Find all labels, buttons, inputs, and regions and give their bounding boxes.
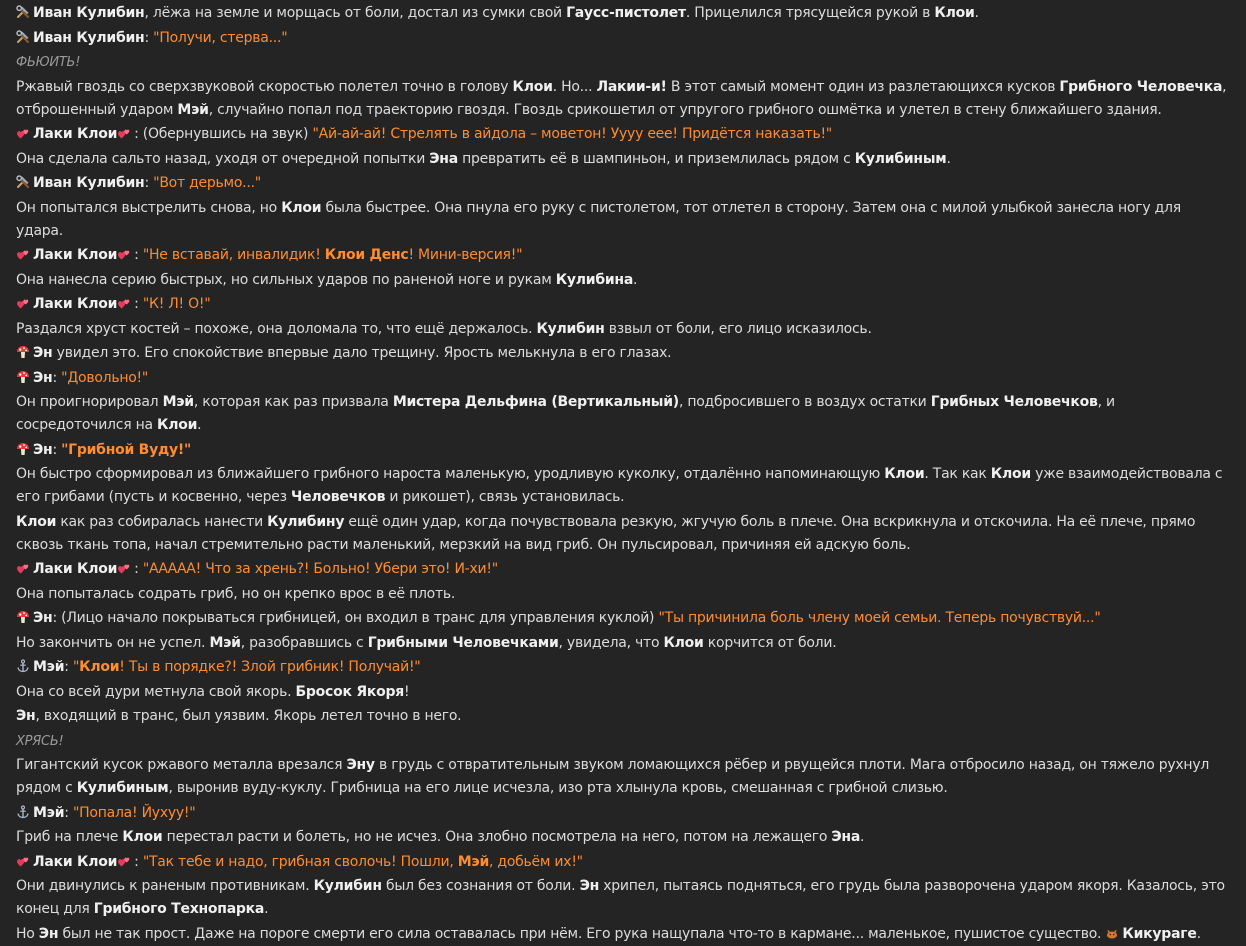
speech-text: "Вот дерьмо..." xyxy=(153,175,261,191)
speech-emphasis: "Грибной Вуду!" xyxy=(61,441,192,458)
bold-name: Лаки Клои xyxy=(33,561,118,577)
narration-text: Ржавый гвоздь со сверхзвуковой скоростью полетел точно в голову xyxy=(16,78,513,95)
message-line xyxy=(16,730,1230,753)
narration-text: Она попыталась содрать гриб, но он крепко врос в её плоть. xyxy=(16,585,456,602)
message-line xyxy=(16,923,1230,946)
narration-text: : xyxy=(134,561,143,577)
bold-name: Лаки Клои xyxy=(33,247,118,263)
bold-name: Грибного Человечка xyxy=(1059,78,1223,95)
narration-text: , случайно попал под траекторию гвоздя. Гвоздь срикошетил от упругого грибного ошмётка и улетел в стену ближайшего здания. xyxy=(208,101,1162,118)
hammer-wrench-icon xyxy=(16,5,30,19)
bold-name: Грибными Человечками xyxy=(367,634,559,651)
narration-text: , входящий в транс, был уязвим. Якорь летел точно в него. xyxy=(35,708,462,724)
narration-text: : xyxy=(134,296,143,312)
anchor-icon xyxy=(16,805,30,819)
message-line xyxy=(16,826,1230,849)
narration-text: Он проигнорировал xyxy=(16,394,163,410)
narration-text: : xyxy=(52,441,62,458)
narration-text: была быстрее. Она пнула его руку с пистолетом, тот отлетел в сторону. Затем она с милой улыбкой занесла ногу для удара. xyxy=(16,199,1181,239)
two-hearts-icon xyxy=(16,854,30,868)
narration-text: , подбросившего в воздух остатки xyxy=(678,394,931,410)
bold-name: Лакии-и! xyxy=(596,78,667,95)
bold-name: Мэй xyxy=(162,394,194,410)
mushroom-icon xyxy=(16,610,30,624)
message-line xyxy=(16,439,1230,462)
speech-text: "Попала! Йухуу!" xyxy=(72,804,196,821)
mushroom-icon xyxy=(16,442,30,456)
sound-effect: ХРЯСЬ! xyxy=(16,733,64,749)
bold-name: Лаки Клои xyxy=(33,853,118,870)
speech-text: "Ай-ай-ай! Стрелять в айдола – моветон! Уууу еее! Придётся наказать!" xyxy=(312,126,832,142)
message-line xyxy=(16,123,1230,146)
bold-name: Эн xyxy=(38,925,59,942)
message-line xyxy=(16,367,1230,390)
bold-name: Кулибиным xyxy=(854,150,947,167)
bold-name: Мэй xyxy=(209,634,241,651)
speech-text: "Не вставай, инвалидик! xyxy=(142,247,325,263)
message-line xyxy=(16,27,1230,50)
narration-text: , выронив вуду-куклу. Грибница на его лице исчезла, изо рта хлынула кровь, смешанная с грибной слизью. xyxy=(168,780,948,796)
bold-name: Кулибин xyxy=(536,320,605,337)
message-line xyxy=(16,342,1230,365)
narration-text: Она сделала сальто назад, уходя от очередной попытки xyxy=(16,150,430,167)
bold-name: Клои xyxy=(281,199,322,216)
narration-text: . xyxy=(197,417,202,433)
bold-name: Эн xyxy=(33,345,53,361)
bold-name: Клои xyxy=(663,634,704,651)
message-line xyxy=(16,851,1230,874)
bold-name: Кулибина xyxy=(555,271,634,288)
bold-name: Человечков xyxy=(291,489,386,505)
narration-text: был не так прост. Даже на пороге смерти его сила оставалась при нём. Его рука нащупала что-то в кармане... маленькое, пушистое существо. xyxy=(58,925,1106,942)
narration-text: хрипел, пытаясь подняться, его грудь была разворочена ударом якоря. Казалось, это конец для xyxy=(16,878,1225,917)
two-hearts-icon xyxy=(117,296,131,310)
speech-emphasis: Клои xyxy=(79,659,120,675)
narration-text: Они двинулись к раненым противникам. xyxy=(16,878,314,894)
narration-text: . Так как xyxy=(924,466,991,482)
narration-text: , лёжа на земле и морщась от боли, достал из сумки свой xyxy=(144,5,567,21)
message-line xyxy=(16,802,1230,825)
message-line xyxy=(16,705,1230,728)
message-line xyxy=(16,293,1230,316)
narration-text: корчится от боли. xyxy=(703,634,837,651)
speech-text: " xyxy=(72,659,80,675)
narration-text: : xyxy=(144,29,154,46)
bold-name: Мэй xyxy=(33,659,65,675)
message-line xyxy=(16,632,1230,655)
bold-name: Кулибину xyxy=(267,513,345,530)
bold-name: Гаусс-пистолет xyxy=(566,5,686,21)
bold-name: Эн xyxy=(33,441,53,458)
two-hearts-icon xyxy=(117,126,131,140)
narration-text: Гигантский кусок ржавого металла врезался xyxy=(16,757,347,773)
narration-text: ещё один удар, когда почувствовала резкую, жгучую боль в плече. Она вскрикнула и отскочила. На её плече, прямо сквозь ткань топа, начал стремительно расти маленький, мерзкий на вид гриб. Он пульсировал, причиняя ей адскую боль. xyxy=(16,513,1196,553)
narration-text: . xyxy=(860,829,865,845)
speech-text: "Довольно!" xyxy=(61,369,149,386)
narration-text: , разобравшись с xyxy=(240,634,368,651)
speech-text: "ААААА! Что за хрень?! Больно! Убери это! И-хи!" xyxy=(142,561,498,577)
fluffy-creature-icon xyxy=(1105,926,1119,940)
narration-text: взвыл от боли, его лицо исказилось. xyxy=(604,320,872,337)
narration-text: . Прицелился трясущейся рукой в xyxy=(685,5,935,21)
narration-text: Он попытался выстрелить снова, но xyxy=(16,199,282,216)
bold-name: Клои xyxy=(934,5,975,21)
speech-text: ! Мини-версия!" xyxy=(408,247,523,263)
message-line xyxy=(16,269,1230,292)
narration-text: , увидела, что xyxy=(558,634,664,651)
narration-text: : xyxy=(64,659,73,675)
narration-text: в грудь с отвратительным звуком ломающихся рёбер и рвущейся плоти. Мага отбросило назад, он тяжело рухнул рядом с xyxy=(16,757,1210,796)
narration-text: был без сознания от боли. xyxy=(381,878,580,894)
bold-name: Эна xyxy=(831,829,861,845)
message-line xyxy=(16,754,1230,800)
narration-text: превратить её в шампиньон, и приземлилась рядом с xyxy=(457,150,855,167)
narration-text: . xyxy=(974,5,979,21)
bold-name: Бросок Якоря xyxy=(295,683,404,700)
speech-emphasis: Мэй xyxy=(457,853,490,870)
narration-text: : xyxy=(134,853,143,870)
bold-name: Иван Кулибин xyxy=(33,29,145,46)
narration-text: перестал расти и болеть, но не исчез. Она злобно посмотрела на него, потом на лежащего xyxy=(162,829,832,845)
narration-text: , и сосредоточился на xyxy=(16,394,1115,433)
bold-name: Клои xyxy=(990,466,1031,482)
narration-text: : (Обернувшись на звук) xyxy=(134,126,313,142)
narration-text: Раздался хруст костей – похоже, она доломала то, что ещё держалось. xyxy=(16,320,537,337)
bold-name: Кулибин xyxy=(313,878,382,894)
narration-text: и рикошет), связь установилась. xyxy=(385,489,625,505)
two-hearts-icon xyxy=(16,296,30,310)
two-hearts-icon xyxy=(16,561,30,575)
narration-text: : xyxy=(134,247,143,263)
message-line xyxy=(16,148,1230,171)
hammer-wrench-icon xyxy=(16,30,30,44)
speech-text: "Ты причинила боль члену моей семьи. Теперь почувствуй..." xyxy=(658,610,1101,626)
narration-text: . xyxy=(946,150,951,167)
message-line xyxy=(16,558,1230,581)
narration-text: увидел это. Его спокойствие впервые дало трещину. Ярость мелькнула в его глазах. xyxy=(52,345,672,361)
narration-text: , отброшенный ударом xyxy=(16,78,1227,118)
message-line xyxy=(16,2,1230,25)
two-hearts-icon xyxy=(16,247,30,261)
two-hearts-icon xyxy=(117,561,131,575)
speech-text: "К! Л! О!" xyxy=(142,296,211,312)
mushroom-icon xyxy=(16,345,30,359)
narration-text: , которая как раз призвала xyxy=(193,394,393,410)
bold-name: Мэй xyxy=(177,101,209,118)
bold-name: Лаки Клои xyxy=(33,296,118,312)
narration-text: Но xyxy=(16,925,39,942)
bold-name: Кулибиным xyxy=(76,780,169,796)
speech-text: , добьём их!" xyxy=(489,853,583,870)
message-line xyxy=(16,875,1230,921)
bold-name: Иван Кулибин xyxy=(33,5,145,21)
narration-text: . xyxy=(1196,925,1201,942)
bold-name: Эну xyxy=(346,757,375,773)
speech-text: ! Ты в порядке?! Злой грибник! Получай!" xyxy=(119,659,421,675)
bold-name: Мэй xyxy=(33,804,65,821)
narration-text: : xyxy=(64,804,73,821)
message-line xyxy=(16,463,1230,509)
narration-text: : xyxy=(144,175,154,191)
bold-name: Грибных Человечков xyxy=(930,394,1098,410)
message-line xyxy=(16,172,1230,195)
bold-name: Эн xyxy=(579,878,600,894)
message-line xyxy=(16,76,1230,122)
narration-text: Она нанесла серию быстрых, но сильных ударов по раненой ноге и рукам xyxy=(16,271,556,288)
narration-text: как раз собиралась нанести xyxy=(56,513,268,530)
narration-text: . xyxy=(633,271,638,288)
mushroom-icon xyxy=(16,370,30,384)
message-line xyxy=(16,681,1230,704)
message-line xyxy=(16,197,1230,243)
speech-text: "Так тебе и надо, грибная сволочь! Пошли, xyxy=(142,853,458,870)
narration-text: Но закончить он не успел. xyxy=(16,634,210,651)
message-line xyxy=(16,391,1230,437)
speech-emphasis: Клои Денс xyxy=(324,247,409,263)
narration-text: Он быстро сформировал из ближайшего грибного нароста маленькую, уродливую куколку, отдалённо напоминающую xyxy=(16,466,885,482)
message-line xyxy=(16,244,1230,267)
message-line xyxy=(16,607,1230,630)
bold-name: Иван Кулибин xyxy=(33,175,145,191)
narration-text: . xyxy=(264,901,269,917)
message-line xyxy=(16,51,1230,74)
bold-name: Эн xyxy=(16,708,36,724)
bold-name: Клои xyxy=(884,466,925,482)
anchor-icon xyxy=(16,659,30,673)
bold-name: Лаки Клои xyxy=(33,126,118,142)
bold-name: Грибного Технопарка xyxy=(93,901,265,917)
sound-effect: ФЬЮИТЬ! xyxy=(16,55,81,70)
speech-text: "Получи, стерва..." xyxy=(153,29,288,46)
bold-name: Клои xyxy=(122,829,163,845)
narration-text: Гриб на плече xyxy=(16,829,123,845)
message-line xyxy=(16,583,1230,606)
bold-name: Кикураге xyxy=(1122,925,1197,942)
bold-name: Мистера Дельфина (Вертикальный) xyxy=(392,394,679,410)
message-line xyxy=(16,318,1230,341)
narration-text: : (Лицо начало покрываться грибницей, он входил в транс для управления куклой) xyxy=(52,610,659,626)
hammer-wrench-icon xyxy=(16,175,30,189)
bold-name: Эн xyxy=(33,369,53,386)
bold-name: Эна xyxy=(429,150,458,167)
message-line xyxy=(16,656,1230,679)
bold-name: Клои xyxy=(157,417,198,433)
narration-text: ! xyxy=(403,683,410,700)
narration-text: : xyxy=(52,369,62,386)
two-hearts-icon xyxy=(16,126,30,140)
narration-text: уже взаимодействовала с его грибами (пусть и косвенно, через xyxy=(16,466,1223,505)
message-line xyxy=(16,511,1230,557)
narration-text: . Но... xyxy=(552,78,597,95)
bold-name: Клои xyxy=(512,78,553,95)
two-hearts-icon xyxy=(117,854,131,868)
bold-name: Клои xyxy=(16,513,57,530)
narration-text: Она со всей дури метнула свой якорь. xyxy=(16,683,296,700)
bold-name: Эн xyxy=(33,610,53,626)
two-hearts-icon xyxy=(117,247,131,261)
narration-text: В этот самый момент один из разлетающихся кусков xyxy=(666,78,1060,95)
